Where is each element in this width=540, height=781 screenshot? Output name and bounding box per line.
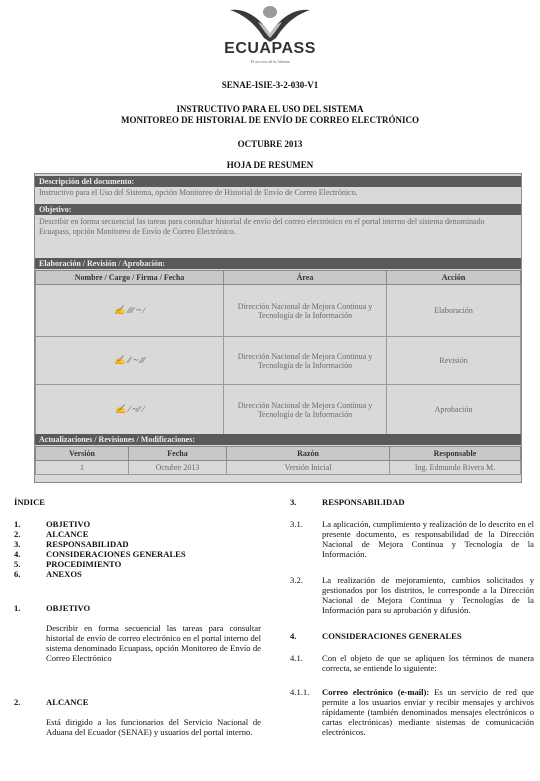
signature: ✍ ∕∕ ~ ∕∕∕ — [36, 337, 224, 385]
section-responsabilidad-heading: 3. RESPONSABILIDAD — [290, 497, 405, 507]
document-title-line-1: INSTRUCTIVO PARA EL USO DEL SISTEMA — [176, 104, 364, 114]
signature: ✍ ∕ ~∕∕ ∕ — [36, 385, 224, 435]
maintenance-col-responsible: Responsable — [390, 447, 521, 461]
section-objetivo-heading: 1. OBJETIVO — [14, 603, 91, 613]
logo-text: ECUAPASS — [224, 40, 316, 57]
maintenance-col-date: Fecha — [129, 447, 227, 461]
maintenance-row — [36, 461, 521, 475]
left-column — [14, 497, 264, 737]
document-title-line-2: MONITOREO DE HISTORIAL DE ENVÍO DE CORREO ELECTRÓNICO — [121, 115, 419, 125]
logo-tagline: El servicio de la Aduana — [250, 59, 290, 64]
maintenance-header: Actualizaciones / Revisiones / Modificaciones: — [35, 434, 521, 445]
index-item[interactable]: 6. ANEXOS — [14, 569, 82, 579]
maintenance-responsible: Ing. Edmundo Rivera M. — [390, 461, 521, 475]
eagle-icon — [228, 4, 312, 44]
approval-row — [36, 385, 521, 435]
section-consideraciones-heading: 4. CONSIDERACIONES GENERALES — [290, 631, 462, 641]
approval-col-action: Acción — [387, 271, 521, 285]
ecuapass-logo — [0, 4, 540, 66]
item-4-1: 4.1. Con el objeto de que se apliquen los términos de manera correcta, se entiende lo siguiente: — [290, 653, 534, 673]
index-item[interactable]: 4. CONSIDERACIONES GENERALES — [14, 549, 186, 559]
document-code: SENAE-ISIE-3-2-030-V1 — [221, 80, 319, 90]
approval-row — [36, 285, 521, 337]
signature: ✍ ∕∕∕∕ ~ ∕ — [36, 285, 224, 337]
approval-area: Dirección Nacional de Mejora Continua y Tecnología de la Información — [224, 285, 387, 337]
maintenance-col-reason: Razón — [227, 447, 390, 461]
item-3-2: 3.2. La realización de mejoramiento, cambios solicitados y gestionados por los distritos, le corresponde a la Dirección Nacional de Mejora Continua y Tecnologías de la Información para su aprobación y difusión. — [290, 575, 534, 615]
index-item[interactable]: 5. PROCEDIMIENTO — [14, 559, 122, 569]
document-date: OCTUBRE 2013 — [237, 139, 303, 149]
section-objetivo-body: Describir en forma secuencial las tareas para consultar historial de envío de correo electrónico en el portal interno del sistema denominado Ecuapass, opción Monitoreo de Envío de Correo Electrónico — [46, 623, 261, 663]
index-item[interactable]: 3. RESPONSABILIDAD — [14, 539, 129, 549]
approval-area: Dirección Nacional de Mejora Continua y Tecnología de la Información — [224, 337, 387, 385]
approval-action: Elaboración — [387, 285, 521, 337]
description-text: Instructivo para el Uso del Sistema, opción Monitoreo de Historial de Envío de Correo Electrónico. — [39, 188, 358, 197]
approval-header: Elaboración / Revisión / Aprobación: — [35, 258, 521, 269]
index-title: ÍNDICE — [14, 497, 46, 507]
approval-col-name: Nombre / Cargo / Firma / Fecha — [36, 271, 224, 285]
index-item[interactable]: 1. OBJETIVO — [14, 519, 91, 529]
approval-action: Aprobación — [387, 385, 521, 435]
item-3-1: 3.1. La aplicación, cumplimiento y realización de lo descrito en el presente documento, es responsabilidad de la Dirección Nacional de Mejora Continua y Tecnología de la Información. — [290, 519, 534, 559]
maintenance-col-version: Versión — [36, 447, 129, 461]
approval-table — [35, 270, 521, 435]
approval-action: Revisión — [387, 337, 521, 385]
approval-col-area: Área — [224, 271, 387, 285]
section-alcance-heading: 2. ALCANCE — [14, 697, 89, 707]
summary-title: HOJA DE RESUMEN — [226, 160, 314, 170]
term-correo-electronico: Correo electrónico (e-mail): — [322, 687, 430, 697]
maintenance-reason: Versión Inicial — [227, 461, 390, 475]
approval-area: Dirección Nacional de Mejora Continua y Tecnología de la Información — [224, 385, 387, 435]
maintenance-date: Octubre 2013 — [129, 461, 227, 475]
approval-row — [36, 337, 521, 385]
index-list — [14, 519, 264, 579]
maintenance-table — [35, 446, 521, 475]
objective-header: Objetivo: — [35, 204, 521, 215]
summary-sheet — [34, 173, 522, 483]
objective-text: Describir en forma secuencial las tareas para consultar historial de envío del correo electrónico en el portal interno del sistema denominado Ecuapass, opción Monitoreo de Envío de Correo Electrónico. — [39, 217, 485, 236]
index-item[interactable]: 2. ALCANCE — [14, 529, 89, 539]
section-alcance-body: Está dirigido a los funcionarios del Servicio Nacional de Aduana del Ecuador (SENAE) y usuarios del portal interno. — [46, 717, 261, 737]
item-4-1-1: 4.1.1. Correo electrónico (e-mail): Es un servicio de red que permite a los usuarios enviar y recibir mensajes y archivos rápidamente (también denominados mensajes electrónicos o cartas electrónicas) mediante sistemas de comunicación electrónicos. — [290, 687, 534, 737]
maintenance-version: 1 — [36, 461, 129, 475]
description-header: Descripción del documento: — [35, 176, 521, 187]
right-column — [290, 497, 532, 737]
